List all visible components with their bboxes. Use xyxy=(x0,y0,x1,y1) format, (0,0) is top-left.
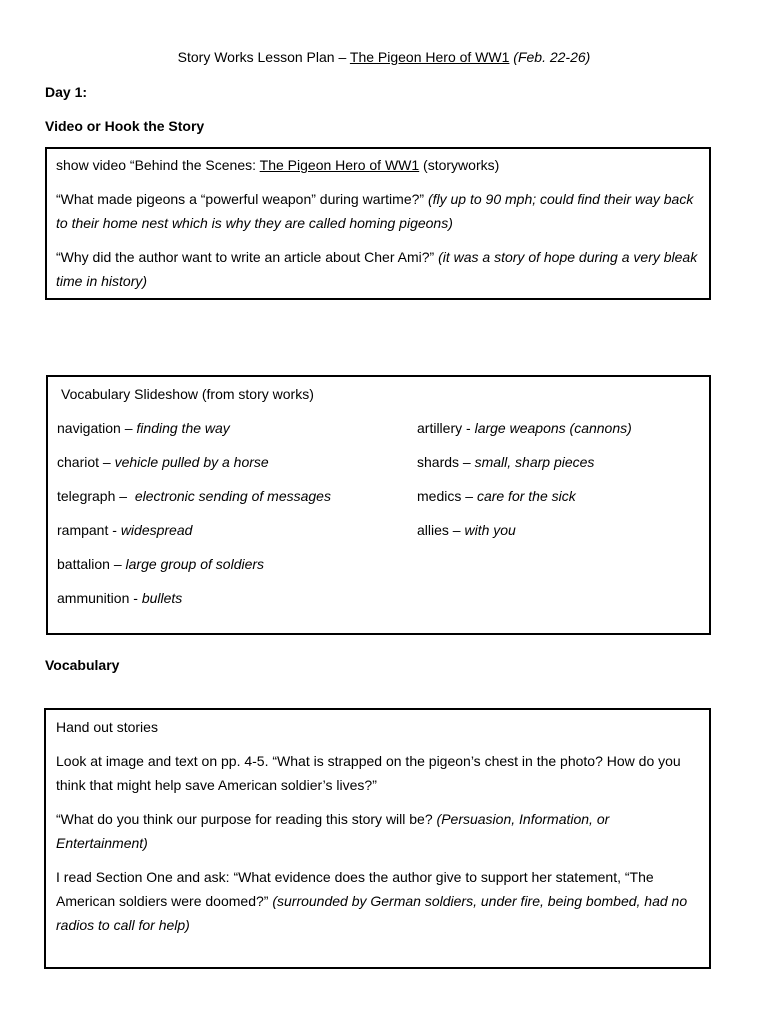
vocab-definition: with you xyxy=(464,522,516,538)
vocab-sep: - xyxy=(462,420,475,436)
vocab-term: navigation xyxy=(57,420,121,436)
vocab-term: telegraph xyxy=(57,488,116,504)
vocab-sep: – xyxy=(459,454,475,470)
vocab-sep: – xyxy=(120,420,137,436)
vocab-term: shards xyxy=(417,454,460,470)
evidence-answer-text: (surrounded by German soldiers, under fire, being bombed, had no radios to call for help) xyxy=(56,893,688,933)
vocab-term: medics xyxy=(417,488,462,504)
evidence-question xyxy=(56,865,699,937)
question-2-text: “Why did the author want to write an article about Cher Ami?” xyxy=(56,249,435,265)
vocab-sep: – xyxy=(99,454,115,470)
section-heading-hook: Video or Hook the Story xyxy=(45,118,205,134)
vocab-slideshow-box xyxy=(46,375,711,635)
video-suffix: (storyworks) xyxy=(419,157,500,173)
vocab-row xyxy=(48,586,709,610)
page-title xyxy=(0,49,768,65)
vocab-row xyxy=(48,416,709,440)
vocab-row xyxy=(48,552,709,576)
vocab-definition: large weapons (cannons) xyxy=(474,420,632,436)
vocab-item xyxy=(57,450,269,474)
vocab-sep: – xyxy=(461,488,477,504)
vocab-item xyxy=(57,518,192,542)
vocab-item xyxy=(57,586,182,610)
vocab-item xyxy=(417,450,594,474)
vocab-definition: widespread xyxy=(120,522,193,538)
reading-box xyxy=(44,708,711,969)
vocab-term: battalion xyxy=(57,556,110,572)
handout-line: Hand out stories xyxy=(56,719,158,735)
answer-1-text: (fly up to 90 mph; could find their way back to their home nest which is why they are called homing pigeons) xyxy=(56,191,694,231)
evidence-question-text: I read Section One and ask: “What evidence does the author give to support her statement, “The American soldiers were doomed?” xyxy=(56,869,654,909)
vocab-row xyxy=(48,518,709,542)
title-dates: (Feb. 22-26) xyxy=(513,49,591,65)
vocab-item xyxy=(417,416,632,440)
vocab-sep: - xyxy=(108,522,121,538)
vocab-definition: large group of soldiers xyxy=(125,556,265,572)
title-story: The Pigeon Hero of WW1 xyxy=(349,49,510,65)
answer-2-text: (it was a story of hope during a very bleak time in history) xyxy=(56,249,698,289)
vocab-sep: – xyxy=(448,522,465,538)
video-line xyxy=(56,153,699,177)
vocab-sep: - xyxy=(129,590,142,606)
vocab-definition: vehicle pulled by a horse xyxy=(114,454,269,470)
vocab-item xyxy=(417,484,576,508)
vocab-definition: finding the way xyxy=(136,420,230,436)
vocab-item xyxy=(57,484,331,508)
day-label: Day 1: xyxy=(45,84,88,100)
vocab-definition: bullets xyxy=(141,590,183,606)
vocab-item xyxy=(417,518,516,542)
purpose-answer-text: (Persuasion, Information, or Entertainment) xyxy=(56,811,610,851)
vocab-term: artillery xyxy=(417,420,463,436)
question-2 xyxy=(56,245,699,293)
question-1-text: “What made pigeons a “powerful weapon” during wartime?” xyxy=(56,191,425,207)
vocab-term: ammunition xyxy=(57,590,130,606)
vocab-row xyxy=(48,484,709,508)
vocab-term: rampant xyxy=(57,522,109,538)
hook-box xyxy=(45,147,711,300)
vocab-item xyxy=(57,552,264,576)
vocab-definition: electronic sending of messages xyxy=(134,488,331,504)
vocab-sep: – xyxy=(115,488,135,504)
vocab-sep: – xyxy=(109,556,126,572)
video-title: The Pigeon Hero of WW1 xyxy=(259,157,420,173)
section-heading-vocabulary: Vocabulary xyxy=(45,657,120,673)
vocab-row xyxy=(48,450,709,474)
vocab-definition: small, sharp pieces xyxy=(474,454,595,470)
vocab-item xyxy=(57,416,230,440)
vocab-definition: care for the sick xyxy=(476,488,576,504)
vocab-term: chariot xyxy=(57,454,100,470)
purpose-question-text: “What do you think our purpose for reading this story will be? xyxy=(56,811,433,827)
vocab-term: allies xyxy=(417,522,449,538)
vocab-header: Vocabulary Slideshow (from story works) xyxy=(61,386,314,402)
purpose-question xyxy=(56,807,699,855)
title-prefix: Story Works Lesson Plan – xyxy=(177,49,350,65)
image-question: Look at image and text on pp. 4-5. “What is strapped on the pigeon’s chest in the photo? How do you think that might help save American soldier’s lives?” xyxy=(56,753,681,793)
video-prefix: show video “Behind the Scenes: xyxy=(56,157,260,173)
question-1 xyxy=(56,187,699,235)
